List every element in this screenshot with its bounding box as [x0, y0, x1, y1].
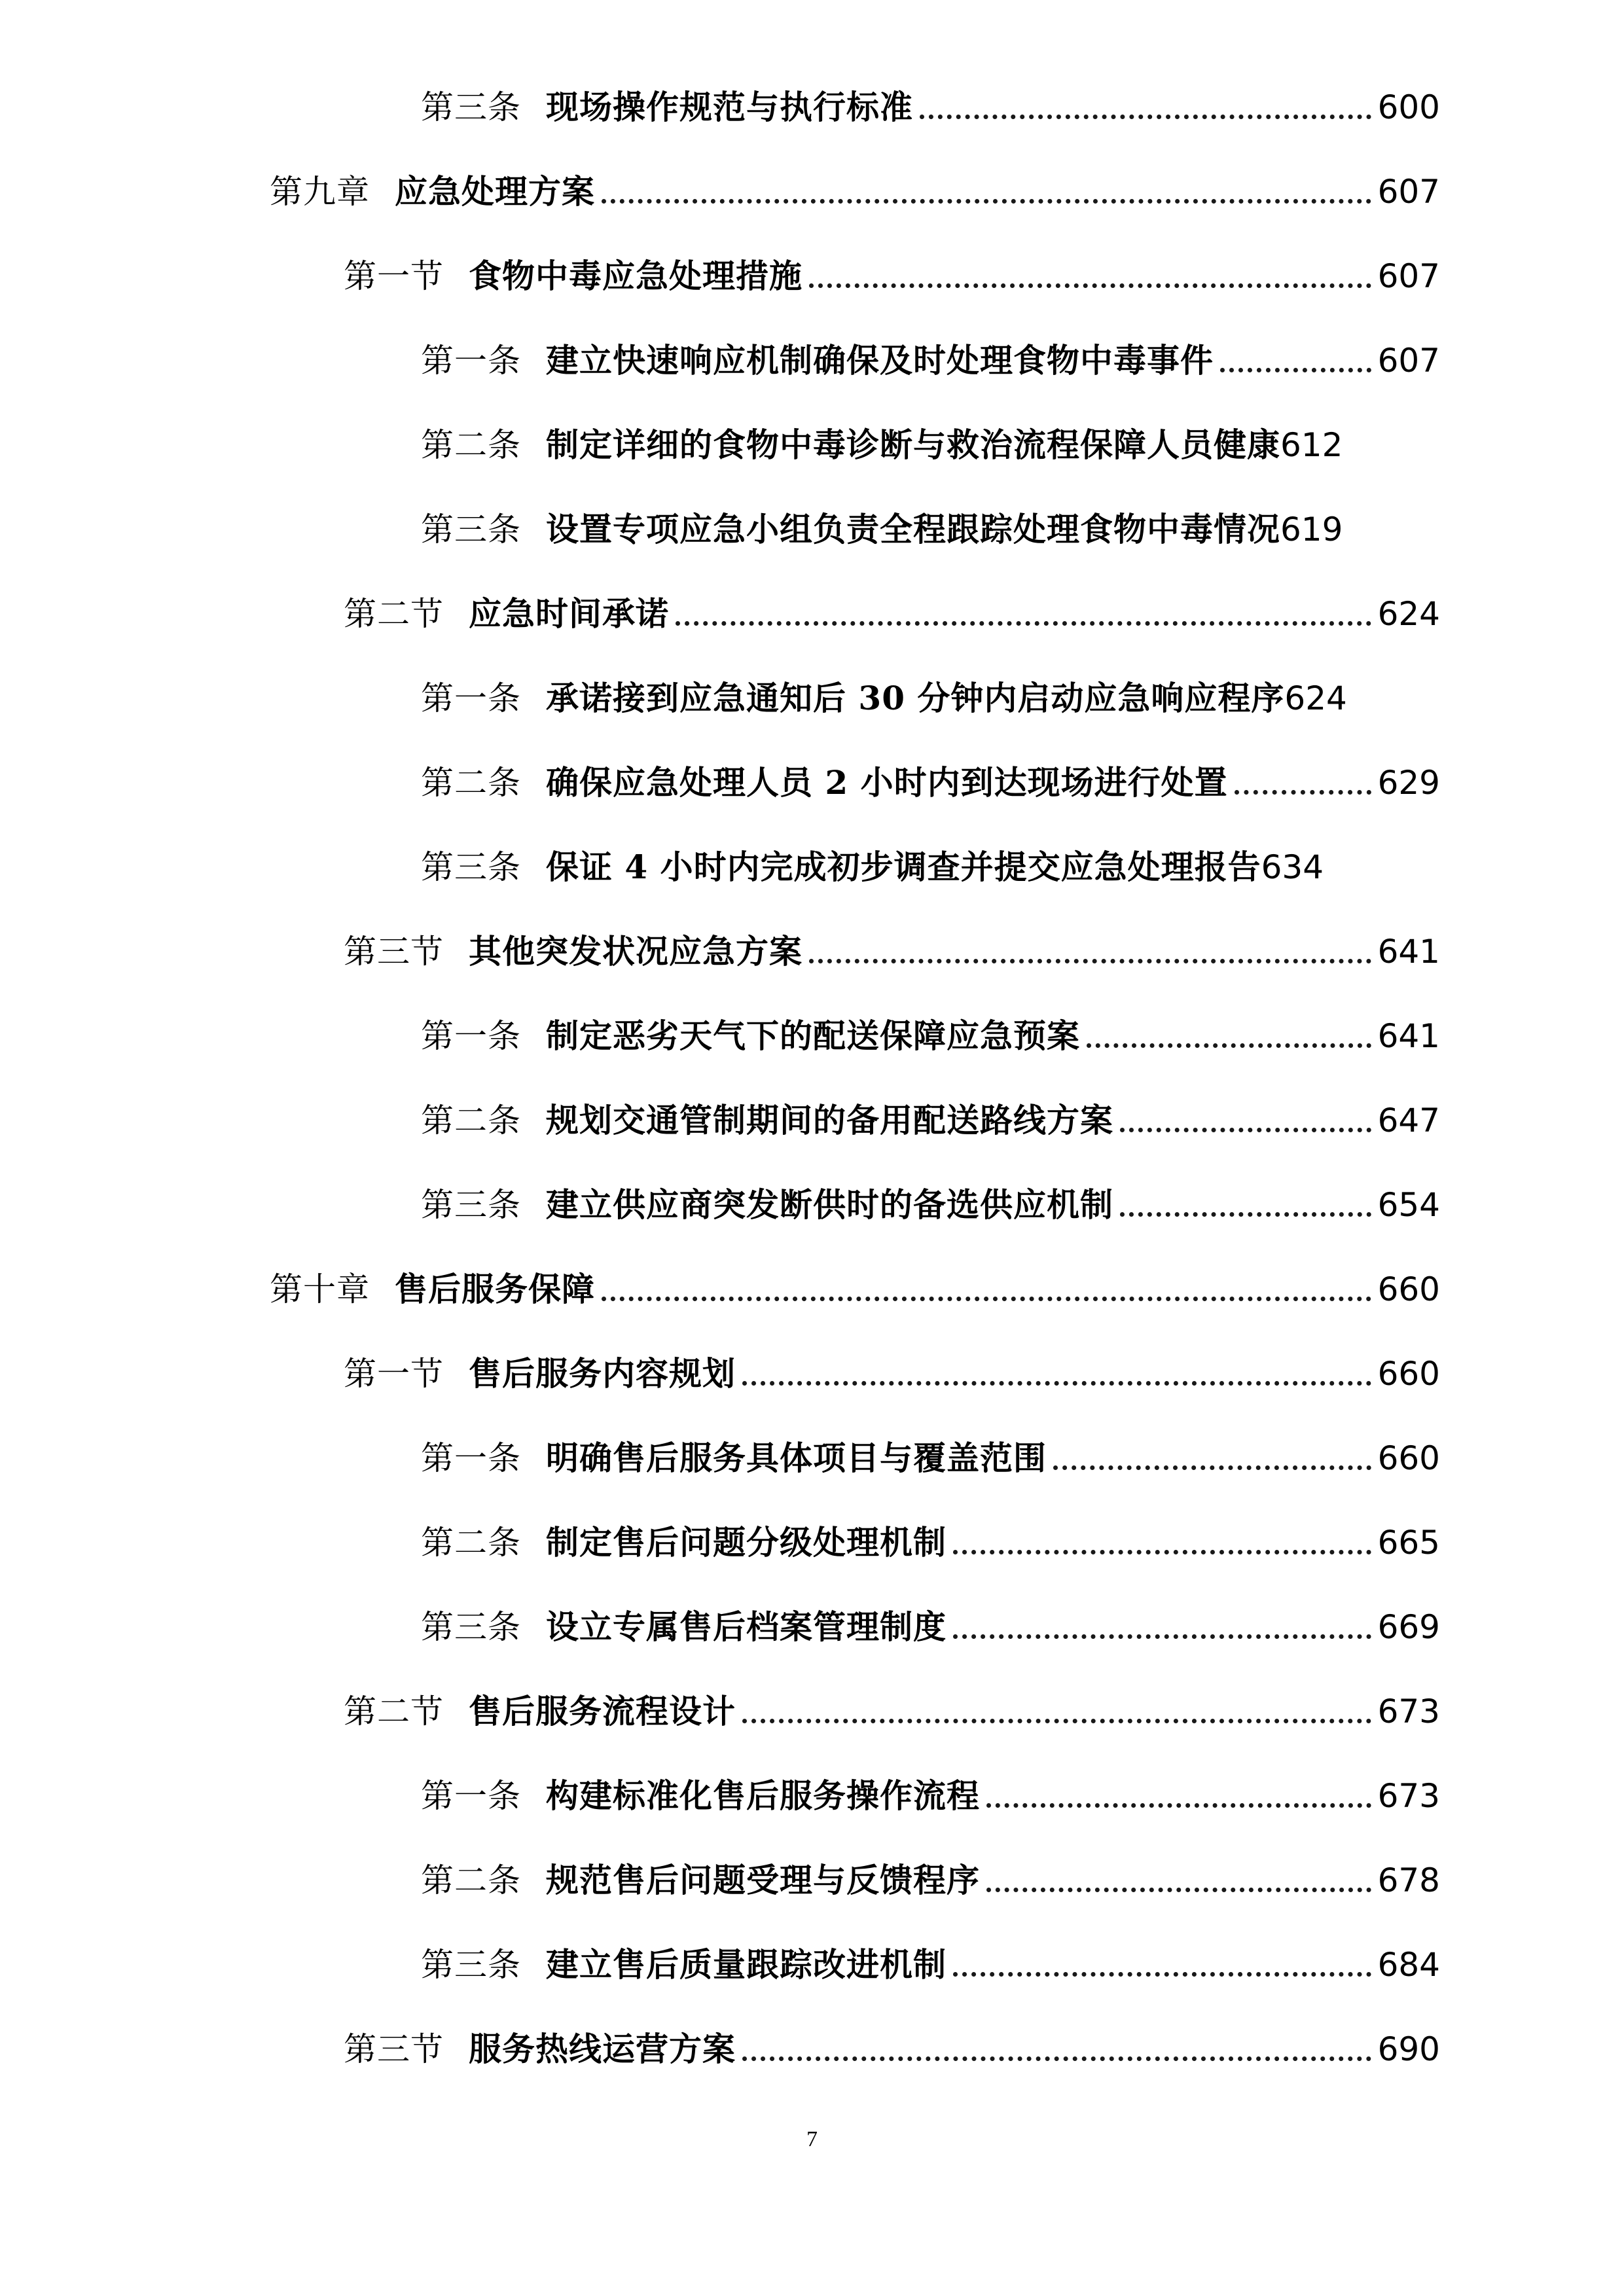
toc-entry-line — [421, 1516, 1440, 1564]
toc-entry[interactable] — [0, 1582, 1624, 1666]
toc-entry-line — [421, 334, 1440, 382]
toc-entry[interactable] — [0, 147, 1624, 231]
toc-entry[interactable] — [0, 569, 1624, 653]
toc-entry-page: 607 — [1377, 257, 1440, 295]
toc-entry-page: 624 — [1377, 594, 1440, 633]
toc-entry[interactable] — [0, 906, 1624, 991]
toc-entry-label: 第三节 — [344, 2030, 444, 2068]
toc-entry-label: 第三条 — [421, 88, 521, 126]
toc-entry-line — [270, 1263, 1440, 1310]
toc-entry-title: 确保应急处理人员 2 小时内到达现场进行处置 — [546, 762, 1228, 802]
toc-entry-line — [344, 2023, 1440, 2070]
toc-entry-title: 售后服务内容规划 — [469, 1354, 736, 1393]
toc-entry-label: 第一节 — [344, 1354, 444, 1393]
toc-entry[interactable] — [0, 1413, 1624, 1498]
toc-entry-page: 660 — [1377, 1270, 1440, 1308]
toc-entry-label: 第一节 — [344, 257, 444, 295]
toc-entry-page: 660 — [1377, 1439, 1440, 1477]
toc-entry-label: 第三条 — [421, 1945, 521, 1984]
toc-entry-page: 669 — [1377, 1607, 1440, 1646]
toc-entry-page: 660 — [1377, 1354, 1440, 1393]
toc-dot-leader — [1087, 1043, 1371, 1048]
toc-dot-leader — [1235, 789, 1371, 795]
toc-entry-page: 678 — [1377, 1861, 1440, 1899]
toc-entry-line — [344, 588, 1440, 635]
toc-entry-label: 第一条 — [421, 679, 521, 717]
toc-dot-leader — [1120, 1127, 1371, 1132]
toc-entry-label: 第二条 — [421, 1523, 521, 1562]
toc-entry-page: 634 — [1261, 848, 1324, 886]
toc-entry[interactable] — [0, 1160, 1624, 1244]
toc-entry[interactable] — [0, 653, 1624, 738]
toc-entry-line — [344, 1348, 1440, 1395]
toc-entry-title: 制定售后问题分级处理机制 — [546, 1522, 947, 1562]
toc-entry[interactable] — [0, 231, 1624, 315]
toc-entry-label: 第一条 — [421, 1016, 521, 1055]
toc-entry[interactable] — [0, 2004, 1624, 2089]
toc-dot-leader — [953, 1634, 1371, 1639]
toc-entry-label: 第九章 — [270, 172, 370, 211]
toc-entry-line — [421, 1939, 1440, 1986]
toc-entry[interactable] — [0, 1244, 1624, 1329]
toc-entry-title: 售后服务流程设计 — [469, 1691, 736, 1731]
toc-entry-label: 第二节 — [344, 1692, 444, 1731]
toc-entry-title: 建立供应商突发断供时的备选供应机制 — [546, 1185, 1113, 1224]
toc-entry-label: 第三条 — [421, 510, 521, 548]
toc-entry[interactable] — [0, 822, 1624, 906]
toc-entry-label: 第一条 — [421, 1776, 521, 1815]
table-of-contents — [0, 62, 1624, 2089]
toc-dot-leader — [742, 2056, 1371, 2061]
toc-entry-page: 629 — [1377, 763, 1440, 802]
toc-entry-label: 第三条 — [421, 1607, 521, 1646]
toc-dot-leader — [809, 283, 1371, 288]
toc-entry-line — [421, 672, 1440, 719]
toc-entry-page: 684 — [1377, 1945, 1440, 1984]
toc-entry-page: 641 — [1377, 1016, 1440, 1055]
toc-dot-leader — [986, 1887, 1371, 1892]
toc-entry-page: 612 — [1280, 425, 1343, 464]
toc-entry-label: 第二条 — [421, 1861, 521, 1899]
toc-entry-line — [421, 503, 1440, 550]
toc-entry-label: 第一条 — [421, 1439, 521, 1477]
toc-entry[interactable] — [0, 1751, 1624, 1835]
toc-entry[interactable] — [0, 1920, 1624, 2004]
toc-entry-line — [421, 757, 1440, 804]
toc-entry[interactable] — [0, 62, 1624, 147]
toc-dot-leader — [1120, 1211, 1371, 1217]
toc-entry-title: 保证 4 小时内完成初步调查并提交应急处理报告 — [546, 847, 1261, 886]
toc-entry-page: 673 — [1377, 1776, 1440, 1815]
toc-entry-line — [344, 1685, 1440, 1732]
toc-entry-page: 665 — [1377, 1523, 1440, 1562]
toc-entry-label: 第二条 — [421, 763, 521, 802]
toc-entry-title: 服务热线运营方案 — [469, 2029, 736, 2068]
toc-entry-title: 规范售后问题受理与反馈程序 — [546, 1860, 980, 1899]
toc-entry-title: 明确售后服务具体项目与覆盖范围 — [546, 1438, 1047, 1477]
toc-entry-page: 641 — [1377, 932, 1440, 971]
toc-entry-line — [421, 1854, 1440, 1901]
toc-entry-label: 第十章 — [270, 1270, 370, 1308]
toc-entry-label: 第二节 — [344, 594, 444, 633]
toc-entry[interactable] — [0, 1329, 1624, 1413]
toc-dot-leader — [1053, 1465, 1371, 1470]
toc-entry-title: 构建标准化售后服务操作流程 — [546, 1776, 980, 1815]
toc-entry-title: 应急时间承诺 — [469, 594, 669, 633]
toc-entry[interactable] — [0, 484, 1624, 569]
toc-entry-page: 607 — [1377, 341, 1440, 380]
toc-entry-label: 第三条 — [421, 1185, 521, 1224]
toc-dot-leader — [809, 958, 1371, 963]
toc-dot-leader — [986, 1803, 1371, 1808]
toc-entry-title: 其他突发状况应急方案 — [469, 931, 803, 971]
toc-entry-title: 现场操作规范与执行标准 — [546, 87, 913, 126]
toc-entry-title: 售后服务保障 — [395, 1269, 595, 1308]
toc-dot-leader — [742, 1380, 1371, 1386]
toc-entry-line — [421, 1179, 1440, 1226]
toc-entry-page: 673 — [1377, 1692, 1440, 1731]
toc-entry-line — [344, 250, 1440, 297]
toc-entry-label: 第三节 — [344, 932, 444, 971]
toc-entry-line — [421, 1432, 1440, 1479]
toc-entry-title: 应急处理方案 — [395, 171, 595, 211]
toc-entry-label: 第一条 — [421, 341, 521, 380]
toc-entry[interactable] — [0, 991, 1624, 1075]
toc-entry-line — [421, 419, 1440, 466]
toc-entry-line — [421, 841, 1440, 888]
toc-entry-line — [421, 81, 1440, 128]
toc-entry-line — [421, 1601, 1440, 1648]
toc-dot-leader — [742, 1718, 1371, 1723]
toc-dot-leader — [953, 1971, 1371, 1977]
toc-entry-title: 设立专属售后档案管理制度 — [546, 1607, 947, 1646]
toc-entry-line — [421, 1010, 1440, 1057]
toc-entry-title: 建立快速响应机制确保及时处理食物中毒事件 — [546, 340, 1214, 380]
toc-entry-title: 制定恶劣天气下的配送保障应急预案 — [546, 1016, 1080, 1055]
toc-entry-label: 第三条 — [421, 848, 521, 886]
toc-entry-label: 第二条 — [421, 1101, 521, 1139]
toc-entry[interactable] — [0, 315, 1624, 400]
toc-entry-title: 承诺接到应急通知后 30 分钟内启动应急响应程序 — [546, 678, 1285, 717]
toc-entry-page: 690 — [1377, 2030, 1440, 2068]
toc-entry-page: 624 — [1284, 679, 1347, 717]
toc-dot-leader — [676, 620, 1371, 626]
toc-entry[interactable] — [0, 1666, 1624, 1751]
toc-entry-line — [344, 925, 1440, 973]
toc-entry-page: 600 — [1377, 88, 1440, 126]
toc-entry-line — [270, 166, 1440, 213]
toc-entry-line — [421, 1770, 1440, 1817]
toc-entry[interactable] — [0, 738, 1624, 822]
toc-entry-title: 设置专项应急小组负责全程跟踪处理食物中毒情况 — [546, 509, 1280, 548]
toc-dot-leader — [1220, 367, 1371, 372]
toc-entry-page: 619 — [1280, 510, 1343, 548]
toc-entry-title: 食物中毒应急处理措施 — [469, 256, 803, 295]
toc-dot-leader — [602, 198, 1371, 204]
toc-dot-leader — [920, 114, 1371, 119]
toc-entry[interactable] — [0, 1498, 1624, 1582]
toc-entry-label: 第二条 — [421, 425, 521, 464]
toc-entry-page: 607 — [1377, 172, 1440, 211]
toc-entry-title: 制定详细的食物中毒诊断与救治流程保障人员健康 — [546, 425, 1280, 464]
toc-entry-page: 647 — [1377, 1101, 1440, 1139]
toc-entry[interactable] — [0, 400, 1624, 484]
toc-entry[interactable] — [0, 1835, 1624, 1920]
page-number: 7 — [806, 2127, 818, 2151]
toc-entry-title: 规划交通管制期间的备用配送路线方案 — [546, 1100, 1113, 1139]
toc-dot-leader — [602, 1296, 1371, 1301]
toc-dot-leader — [953, 1549, 1371, 1554]
toc-entry-page: 654 — [1377, 1185, 1440, 1224]
toc-entry-title: 建立售后质量跟踪改进机制 — [546, 1945, 947, 1984]
toc-entry-line — [421, 1094, 1440, 1141]
toc-entry[interactable] — [0, 1075, 1624, 1160]
